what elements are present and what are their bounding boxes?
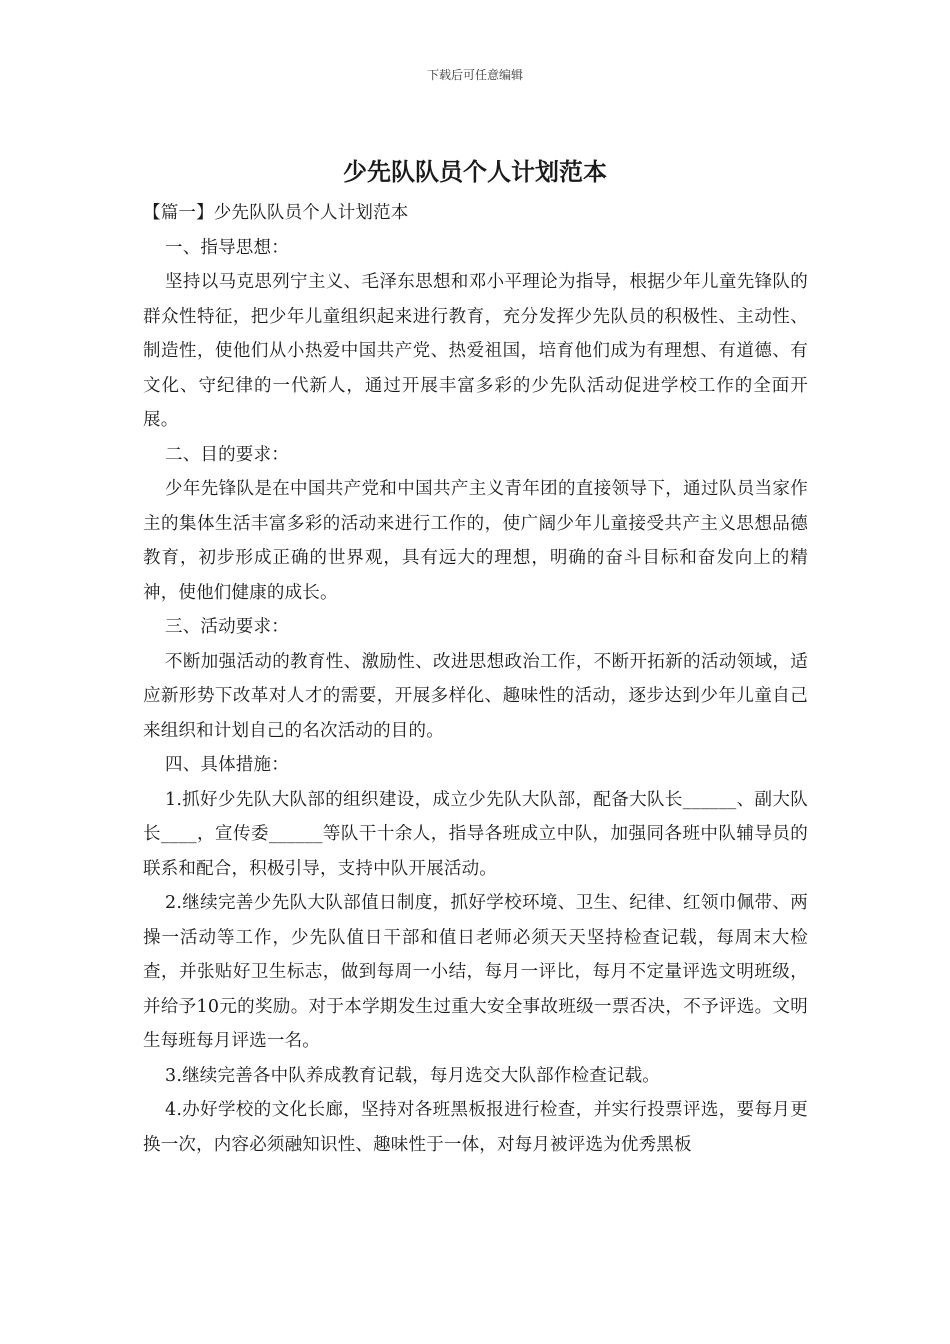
document-title: 少先队队员个人计划范本 [343,157,607,186]
document-body [143,196,808,1162]
paragraph-activity-requirements: 不断加强活动的教育性、激励性、改进思想政治工作，不断开拓新的活动领域，适应新形势下改革对人才的需要，开展多样化、趣味性的活动，逐步达到少年儿童自己来组织和计划自己的名次活动的目的。 [143,651,808,741]
paragraph-measure-1: 1.抓好少先队大队部的组织建设，成立少先队大队部，配备大队长______、副大队长____，宣传委______等队干十余人，指导各班成立中队，加强同各班中队辅导员的联系和配合，积极引导，支持中队开展活动。 [143,789,808,879]
paragraph-measure-3: 3.继续完善各中队养成教育记载，每月选交大队部作检查记载。 [165,1065,660,1086]
page-header-note: 下载后可任意编辑 [426,68,523,82]
section-heading-part-one: 【篇一】少先队队员个人计划范本 [143,203,409,223]
section-heading-objectives: 二、目的要求： [165,444,289,465]
paragraph-measure-4: 4.办好学校的文化长廊，坚持对各班黑板报进行检查，并实行投票评选，要每月更换一次，内容必须融知识性、趣味性于一体，对每月被评选为优秀黑板 [143,1100,808,1155]
section-heading-activity-requirements: 三、活动要求： [165,617,289,637]
paragraph-guiding-ideology: 坚持以马克思列宁主义、毛泽东思想和邓小平理论为指导，根据少年儿童先锋队的群众性特征，把少年儿童组织起来进行教育，充分发挥少先队员的积极性、主动性、制造性，使他们从小热爱中国共产党、热爱祖国，培育他们成为有理想、有道德、有文化、守纪律的一代新人，通过开展丰富多彩的少先队活动促进学校工作的全面开展。 [143,272,808,430]
section-heading-guiding-ideology: 一、指导思想： [165,237,289,258]
paragraph-measure-2: 2.继续完善少先队大队部值日制度，抓好学校环境、卫生、纪律、红领巾佩带、两操一活动等工作，少先队值日干部和值日老师必须天天坚持检查记载，每周末大检查，并张贴好卫生标志，做到每周一小结，每月一评比，每月不定量评选文明班级，并给予10元的奖励。对于本学期发生过重大安全事故班级一票否决，不予评选。文明生每班每月评选一名。 [143,893,808,1051]
section-heading-measures: 四、具体措施： [165,755,289,775]
paragraph-objectives: 少年先锋队是在中国共产党和中国共产主义青年团的直接领导下，通过队员当家作主的集体生活丰富多彩的活动来进行工作的，使广阔少年儿童接受共产主义思想品德教育，初步形成正确的世界观，具有远大的理想，明确的奋斗目标和奋发向上的精神，使他们健康的成长。 [143,479,808,603]
